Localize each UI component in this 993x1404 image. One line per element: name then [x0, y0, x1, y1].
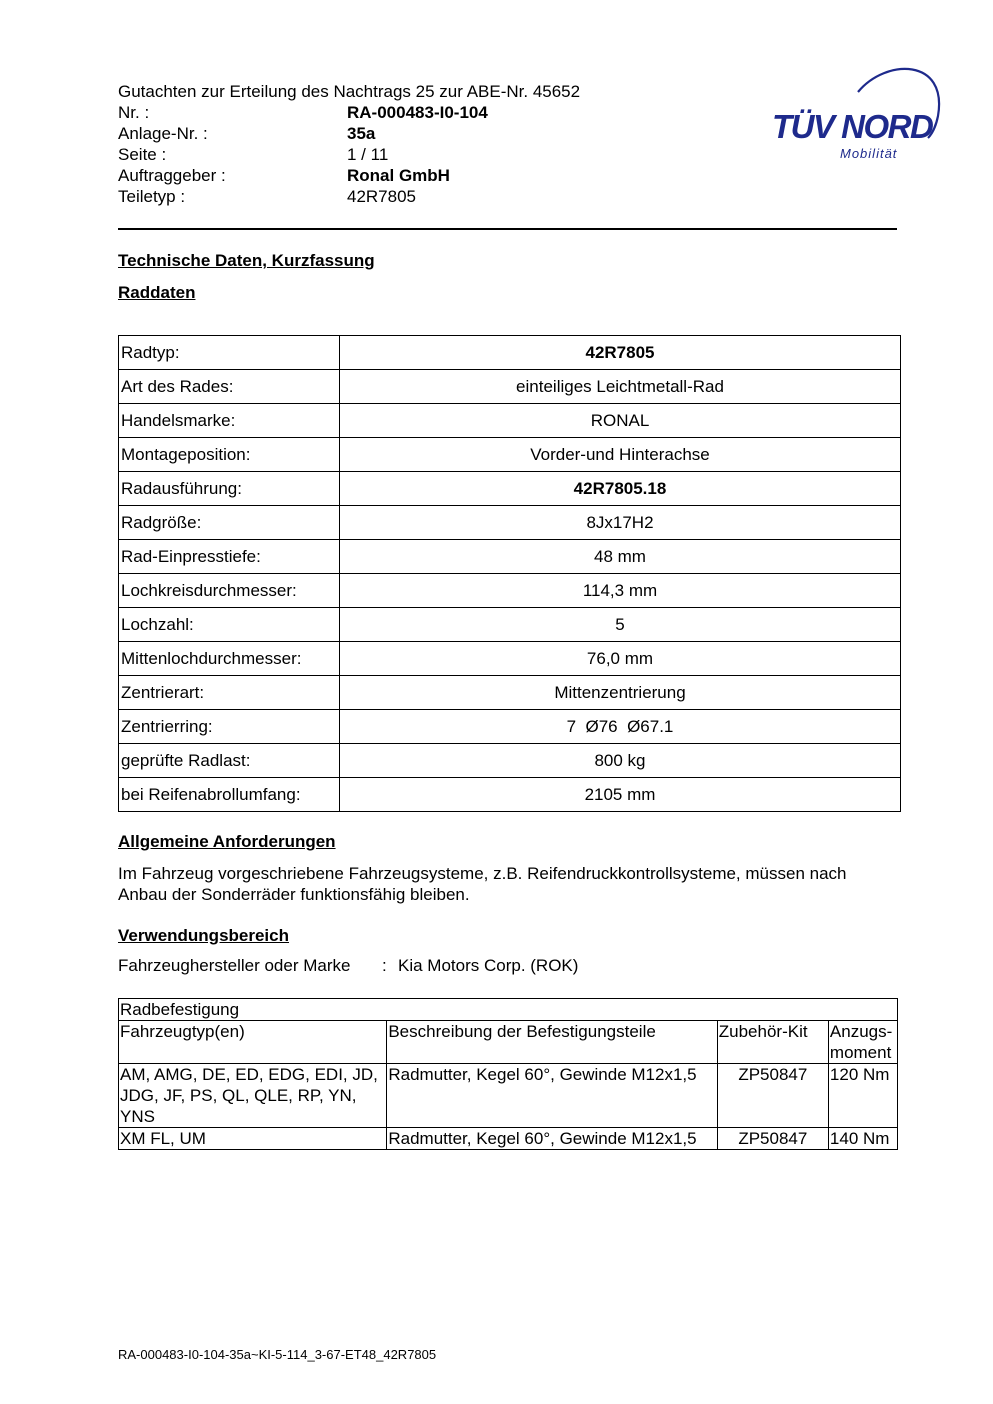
table-row: [119, 574, 901, 608]
table-row: [119, 540, 901, 574]
table-row: [119, 710, 901, 744]
section-heading-raddaten: Raddaten: [118, 283, 196, 302]
row-label: Mittenlochdurchmesser:: [119, 642, 340, 676]
table-row: [119, 370, 901, 404]
logo-sub-text: Mobilität: [840, 146, 898, 161]
section-heading-allgemein: Allgemeine Anforderungen: [118, 832, 336, 851]
column-header: Zubehör-Kit: [717, 1021, 828, 1064]
row-value: 7 Ø76 Ø67.1: [340, 710, 901, 744]
header-row-nr: [118, 102, 678, 123]
document-header: [118, 81, 678, 207]
table-cell: ZP50847: [717, 1128, 828, 1150]
footer-reference: RA-000483-I0-104-35a~KI-5-114_3-67-ET48_42R7805: [118, 1347, 437, 1362]
row-label: Radgröße:: [119, 506, 340, 540]
header-divider: [118, 228, 897, 230]
header-value: 42R7805: [347, 187, 417, 206]
row-label: Zentrierart:: [119, 676, 340, 710]
header-row-auftraggeber: [118, 165, 678, 186]
verwendung-value: Kia Motors Corp. (ROK): [398, 956, 579, 975]
row-value: 76,0 mm: [340, 642, 901, 676]
table-row: [119, 438, 901, 472]
header-label: Seite :: [118, 145, 167, 164]
row-value: 800 kg: [340, 744, 901, 778]
column-header: Fahrzeugtyp(en): [119, 1021, 387, 1064]
header-row-seite: [118, 144, 678, 165]
verwendung-label: Fahrzeughersteller oder Marke: [118, 956, 351, 975]
table-row: [119, 1128, 898, 1150]
header-row-teiletyp: [118, 186, 678, 207]
header-label: Anlage-Nr. :: [118, 124, 208, 143]
row-value: 2105 mm: [340, 778, 901, 812]
row-value: RONAL: [340, 404, 901, 438]
table-title-row: [119, 999, 898, 1021]
row-label: bei Reifenabrollumfang:: [119, 778, 340, 812]
allgemein-paragraph: Im Fahrzeug vorgeschriebene Fahrzeugsysteme, z.B. Reifendruckkontrollsysteme, müssen nach Anbau der Sonderräder funktionsfähig bleiben.: [118, 864, 847, 904]
table-cell: ZP50847: [717, 1064, 828, 1128]
header-value: Ronal GmbH: [347, 166, 450, 185]
table-row: [119, 472, 901, 506]
table-cell: Radmutter, Kegel 60°, Gewinde M12x1,5: [387, 1064, 717, 1128]
table-cell: XM FL, UM: [119, 1128, 387, 1150]
row-value: 5: [340, 608, 901, 642]
table-title: Radbefestigung: [119, 999, 898, 1021]
row-value: 8Jx17H2: [340, 506, 901, 540]
table-row: [119, 336, 901, 370]
header-label: Auftraggeber :: [118, 166, 226, 185]
row-label: geprüfte Radlast:: [119, 744, 340, 778]
row-label: Lochzahl:: [119, 608, 340, 642]
table-row: [119, 1064, 898, 1128]
row-label: Zentrierring:: [119, 710, 340, 744]
row-value: 42R7805.18: [340, 472, 901, 506]
verwendung-separator: :: [382, 956, 387, 975]
row-label: Lochkreisdurchmesser:: [119, 574, 340, 608]
header-value: 35a: [347, 124, 376, 143]
table-cell: Radmutter, Kegel 60°, Gewinde M12x1,5: [387, 1128, 717, 1150]
table-row: [119, 506, 901, 540]
table-cell: 120 Nm: [828, 1064, 897, 1128]
row-label: Art des Rades:: [119, 370, 340, 404]
row-label: Radausführung:: [119, 472, 340, 506]
raddaten-table: [118, 335, 901, 812]
row-label: Radtyp:: [119, 336, 340, 370]
tuv-nord-logo: [766, 60, 944, 164]
section-heading-verwendung: Verwendungsbereich: [118, 926, 289, 945]
table-cell: 140 Nm: [828, 1128, 897, 1150]
row-value: 114,3 mm: [340, 574, 901, 608]
table-row: [119, 778, 901, 812]
header-row-anlage: [118, 123, 678, 144]
table-cell: AM, AMG, DE, ED, EDG, EDI, JD, JDG, JF, PS, QL, QLE, RP, YN, YNS: [119, 1064, 387, 1128]
table-row: [119, 404, 901, 438]
table-row: [119, 642, 901, 676]
header-value: RA-000483-I0-104: [347, 103, 488, 122]
header-label: Teiletyp :: [118, 187, 186, 206]
table-row: [119, 744, 901, 778]
row-value: Mittenzentrierung: [340, 676, 901, 710]
row-label: Rad-Einpresstiefe:: [119, 540, 340, 574]
table-row: [119, 608, 901, 642]
header-label: Nr. :: [118, 103, 150, 122]
table-row: [119, 676, 901, 710]
row-label: Montageposition:: [119, 438, 340, 472]
table-header-row: [119, 1021, 898, 1064]
row-value: einteiliges Leichtmetall-Rad: [340, 370, 901, 404]
logo-brand-text: TÜV NORD: [772, 108, 933, 145]
row-label: Handelsmarke:: [119, 404, 340, 438]
header-title: Gutachten zur Erteilung des Nachtrags 25 zur ABE-Nr. 45652: [118, 82, 581, 101]
row-value: 48 mm: [340, 540, 901, 574]
row-value: Vorder-und Hinterachse: [340, 438, 901, 472]
verwendung-line: [118, 956, 578, 976]
radbefestigung-table: [118, 998, 898, 1150]
column-header: Anzugs-moment: [828, 1021, 897, 1064]
section-heading-tech: Technische Daten, Kurzfassung: [118, 251, 375, 270]
column-header: Beschreibung der Befestigungsteile: [387, 1021, 717, 1064]
row-value: 42R7805: [340, 336, 901, 370]
header-value: 1 / 11: [347, 145, 389, 164]
